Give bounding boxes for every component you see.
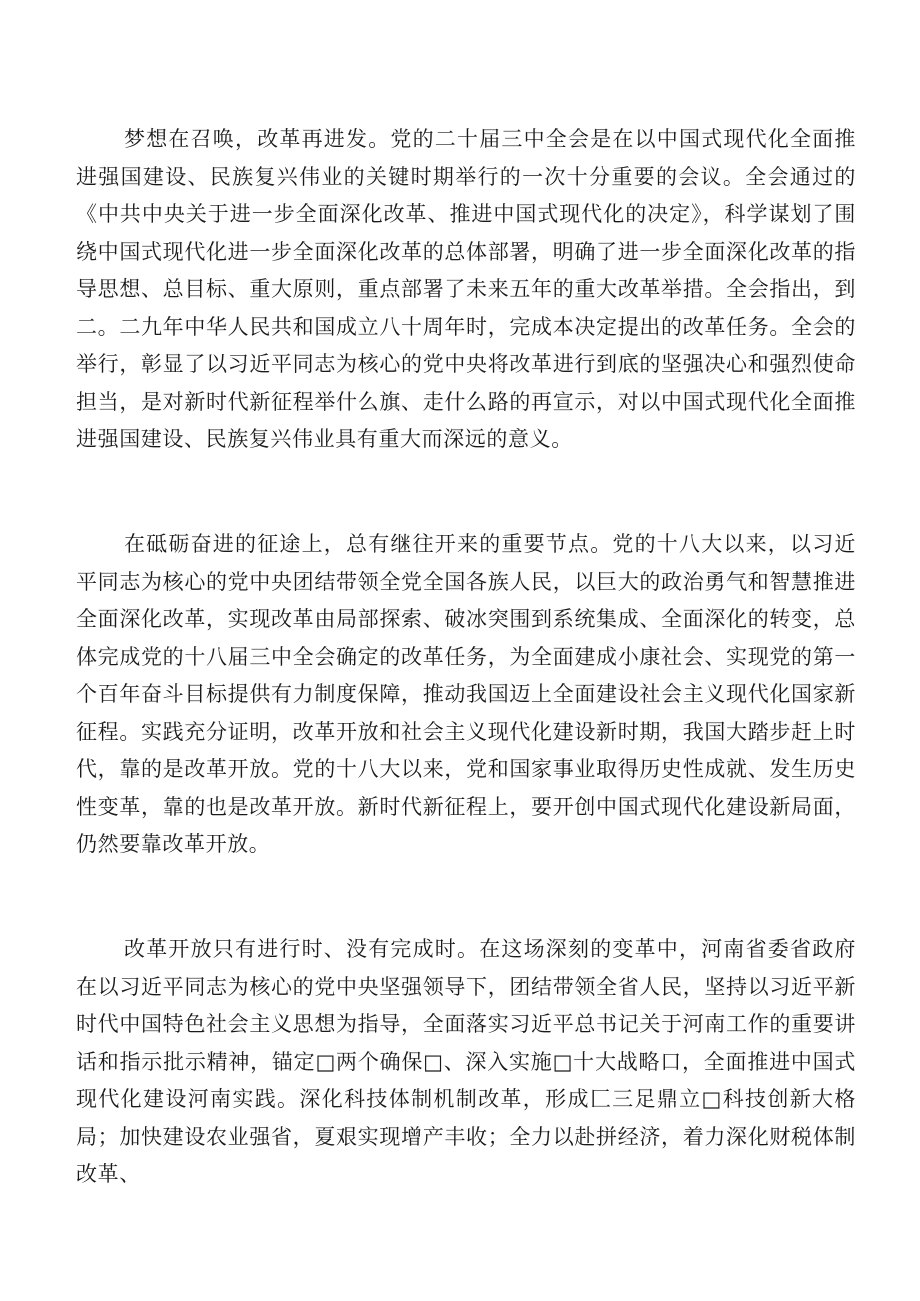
paragraph-2: 在砥砺奋进的征途上，总有继往开来的重要节点。党的十八大以来，以习近平同志为核心的党中央团结带领全党全国各族人民，以巨大的政治勇气和智慧推进全面深化改革，实现改革由局部探索、破冰突围到系统集成、全面深化的转变，总体完成党的十八届三中全会确定的改革任务，为全面建成小康社会、实现党的第一个百年奋斗目标提供有力制度保障，推动我国迈上全面建设社会主义现代化国家新征程。实践充分证明，改革开放和社会主义现代化建设新时期，我国大踏步赶上时代，靠的是改革开放。党的十八大以来，党和国家事业取得历史性成就、发生历史性变革，靠的也是改革开放。新时代新征程上，要开创中国式现代化建设新局面，仍然要靠改革开放。: [76, 532, 856, 856]
paragraph-3: 改革开放只有进行时、没有完成时。在这场深刻的变革中，河南省委省政府在以习近平同志为核心的党中央坚强领导下，团结带领全省人民，坚持以习近平新时代中国特色社会主义思想为指导，全面落实习近平总书记关于河南工作的重要讲话和指示批示精神，锚定□两个确保□、深入实施□十大战略口，全面推进中国式现代化建设河南实践。深化科技体制机制改革，形成匚三足鼎立□科技创新大格局；加快建设农业强省，夏艰实现增产丰收；全力以赴拼经济，着力深化财税体制改革、: [76, 937, 856, 1186]
paragraph-1: 梦想在召唤，改革再进发。党的二十届三中全会是在以中国式现代化全面推进强国建设、民族复兴伟业的关键时期举行的一次十分重要的会议。全会通过的《中共中央关于进一步全面深化改革、推进中国式现代化的决定》，科学谋划了围绕中国式现代化进一步全面深化改革的总体部署，明确了进一步全面深化改革的指导思想、总目标、重大原则，重点部署了未来五年的重大改革举措。全会指出，到二。二九年中华人民共和国成立八十周年时，完成本决定提出的改革任务。全会的举行，彰显了以习近平同志为核心的党中央将改革进行到底的坚强决心和强烈使命担当，是对新时代新征程举什么旗、走什么路的再宣示，对以中国式现代化全面推进强国建设、民族复兴伟业具有重大而深远的意义。: [76, 127, 856, 451]
